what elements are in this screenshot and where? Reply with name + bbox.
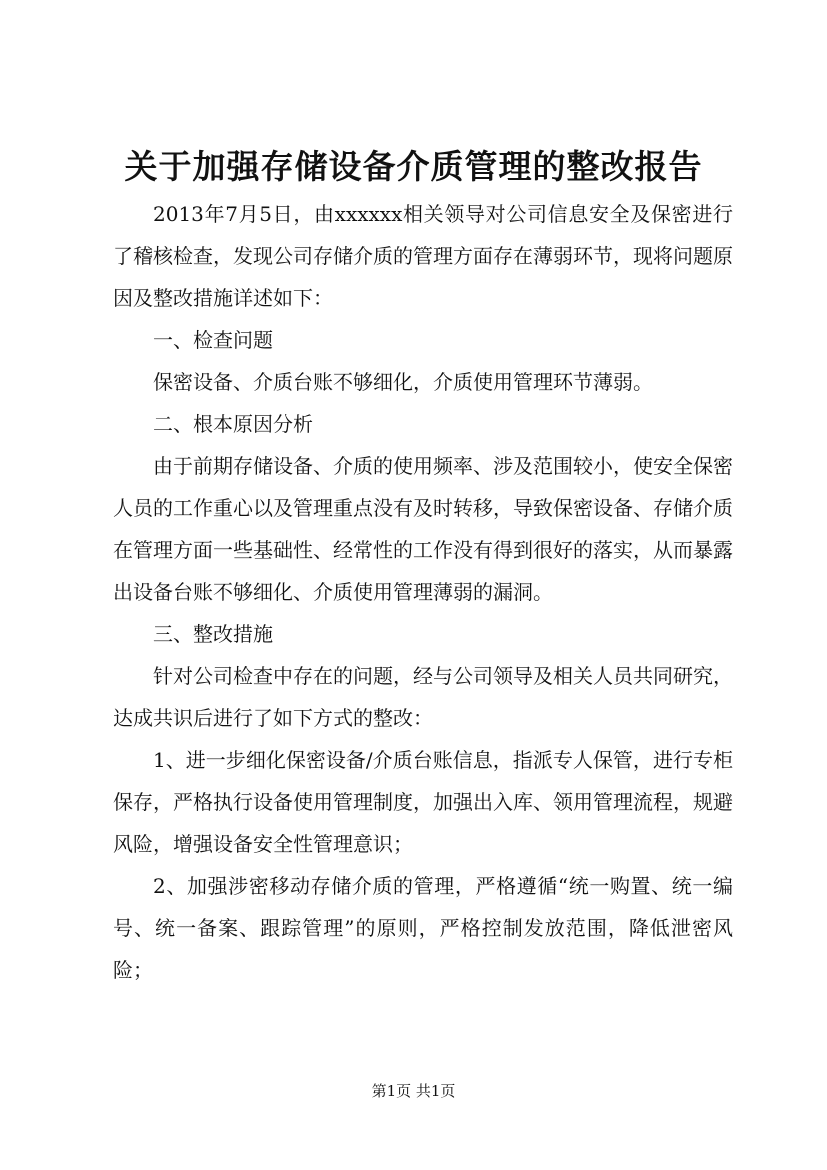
section-heading-inspection-issues: 一、检查问题 <box>153 328 273 352</box>
section-heading-root-cause: 二、根本原因分析 <box>153 412 313 436</box>
issue-paragraph: 保密设备、介质台账不够细化，介质使用管理环节薄弱。 <box>153 370 653 394</box>
page-footer: 第1页 共1页 <box>371 1082 456 1100</box>
measures-intro-paragraph: 针对公司检查中存在的问题，经与公司领导及相关人员共同研究，达成共识后进行了如下方式的整改： <box>113 664 733 730</box>
measure-item-2: 2、加强涉密移动存储介质的管理，严格遵循“统一购置、统一编号、统一备案、跟踪管理”的原则，严格控制发放范围，降低泄密风险； <box>113 874 733 982</box>
intro-paragraph: 2013年7月5日，由xxxxxx相关领导对公司信息安全及保密进行了稽核检查，发现公司存储介质的管理方面存在薄弱环节，现将问题原因及整改措施详述如下： <box>113 202 733 310</box>
root-cause-paragraph: 由于前期存储设备、介质的使用频率、涉及范围较小，使安全保密人员的工作重心以及管理重点没有及时转移，导致保密设备、存储介质在管理方面一些基础性、经常性的工作没有得到很好的落实，从而暴露出设备台账不够细化、介质使用管理薄弱的漏洞。 <box>113 454 733 604</box>
measure-item-1: 1、进一步细化保密设备/介质台账信息，指派专人保管，进行专柜保存，严格执行设备使用管理制度，加强出入库、领用管理流程，规避风险，增强设备安全性管理意识； <box>113 748 733 856</box>
section-heading-measures: 三、整改措施 <box>153 622 273 646</box>
document-body <box>113 193 733 991</box>
document-title: 关于加强存储设备介质管理的整改报告 <box>124 147 703 186</box>
